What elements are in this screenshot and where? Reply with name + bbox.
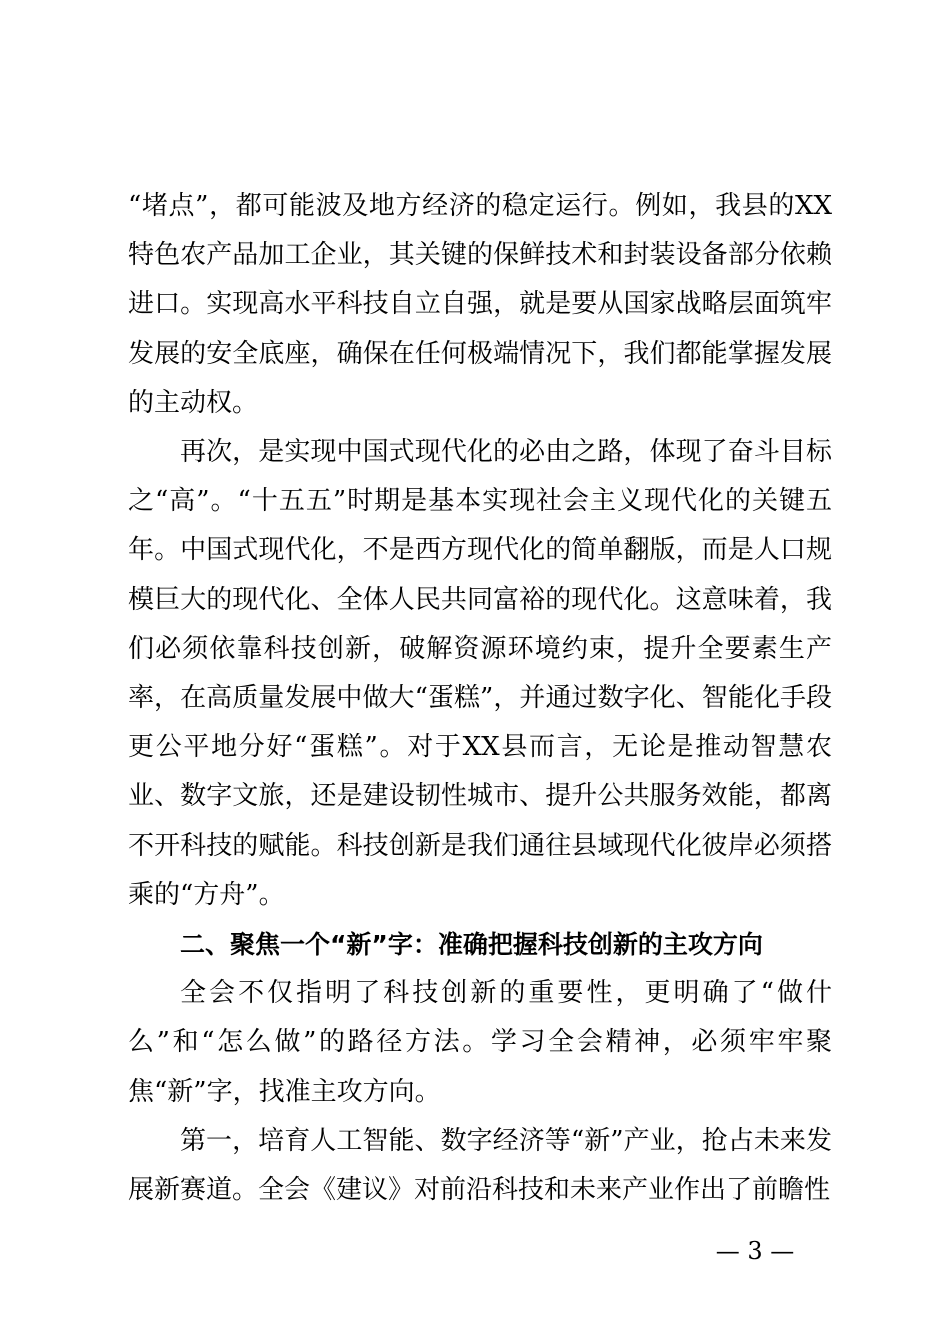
paragraph-modernization: 再次，是实现中国式现代化的必由之路，体现了奋斗目标之“高”。“十五五”时期是基本实现社会主义现代化的关键五年。中国式现代化，不是西方现代化的简单翻版，而是人口规模巨大的现代化、全体人民共同富裕的现代化。这意味着，我们必须依靠科技创新，破解资源环境约束，提升全要素生产率，在高质量发展中做大“蛋糕”，并通过数字化、智能化手段更公平地分好“蛋糕”。对于XX县而言，无论是推动智慧农业、数字文旅，还是建设韧性城市、提升公共服务效能，都离不开科技的赋能。科技创新是我们通往县域现代化彼岸必须搭乘的“方舟”。 [128,437,832,910]
page-number: — 3 — [715,1237,795,1265]
paragraph-focus-new: 全会不仅指明了科技创新的重要性，更明确了“做什么”和“怎么做”的路径方法。学习全会精神，必须牢牢聚焦“新”字，找准主攻方向。 [128,978,832,1107]
document-body [128,182,832,1215]
paragraph-first-point: 第一，培育人工智能、数字经济等“新”产业，抢占未来发展新赛道。全会《建议》对前沿科技和未来产业作出了前瞻性 [128,1125,832,1206]
paragraph-continuation: “堵点”，都可能波及地方经济的稳定运行。例如，我县的XX特色农产品加工企业，其关键的保鲜技术和封装设备部分依赖进口。实现高水平科技自立自强，就是要从国家战略层面筑牢发展的安全底座，确保在任何极端情况下，我们都能掌握发展的主动权。 [128,191,832,418]
section-heading: 二、聚焦一个“新”字：准确把握科技创新的主攻方向 [180,930,763,960]
